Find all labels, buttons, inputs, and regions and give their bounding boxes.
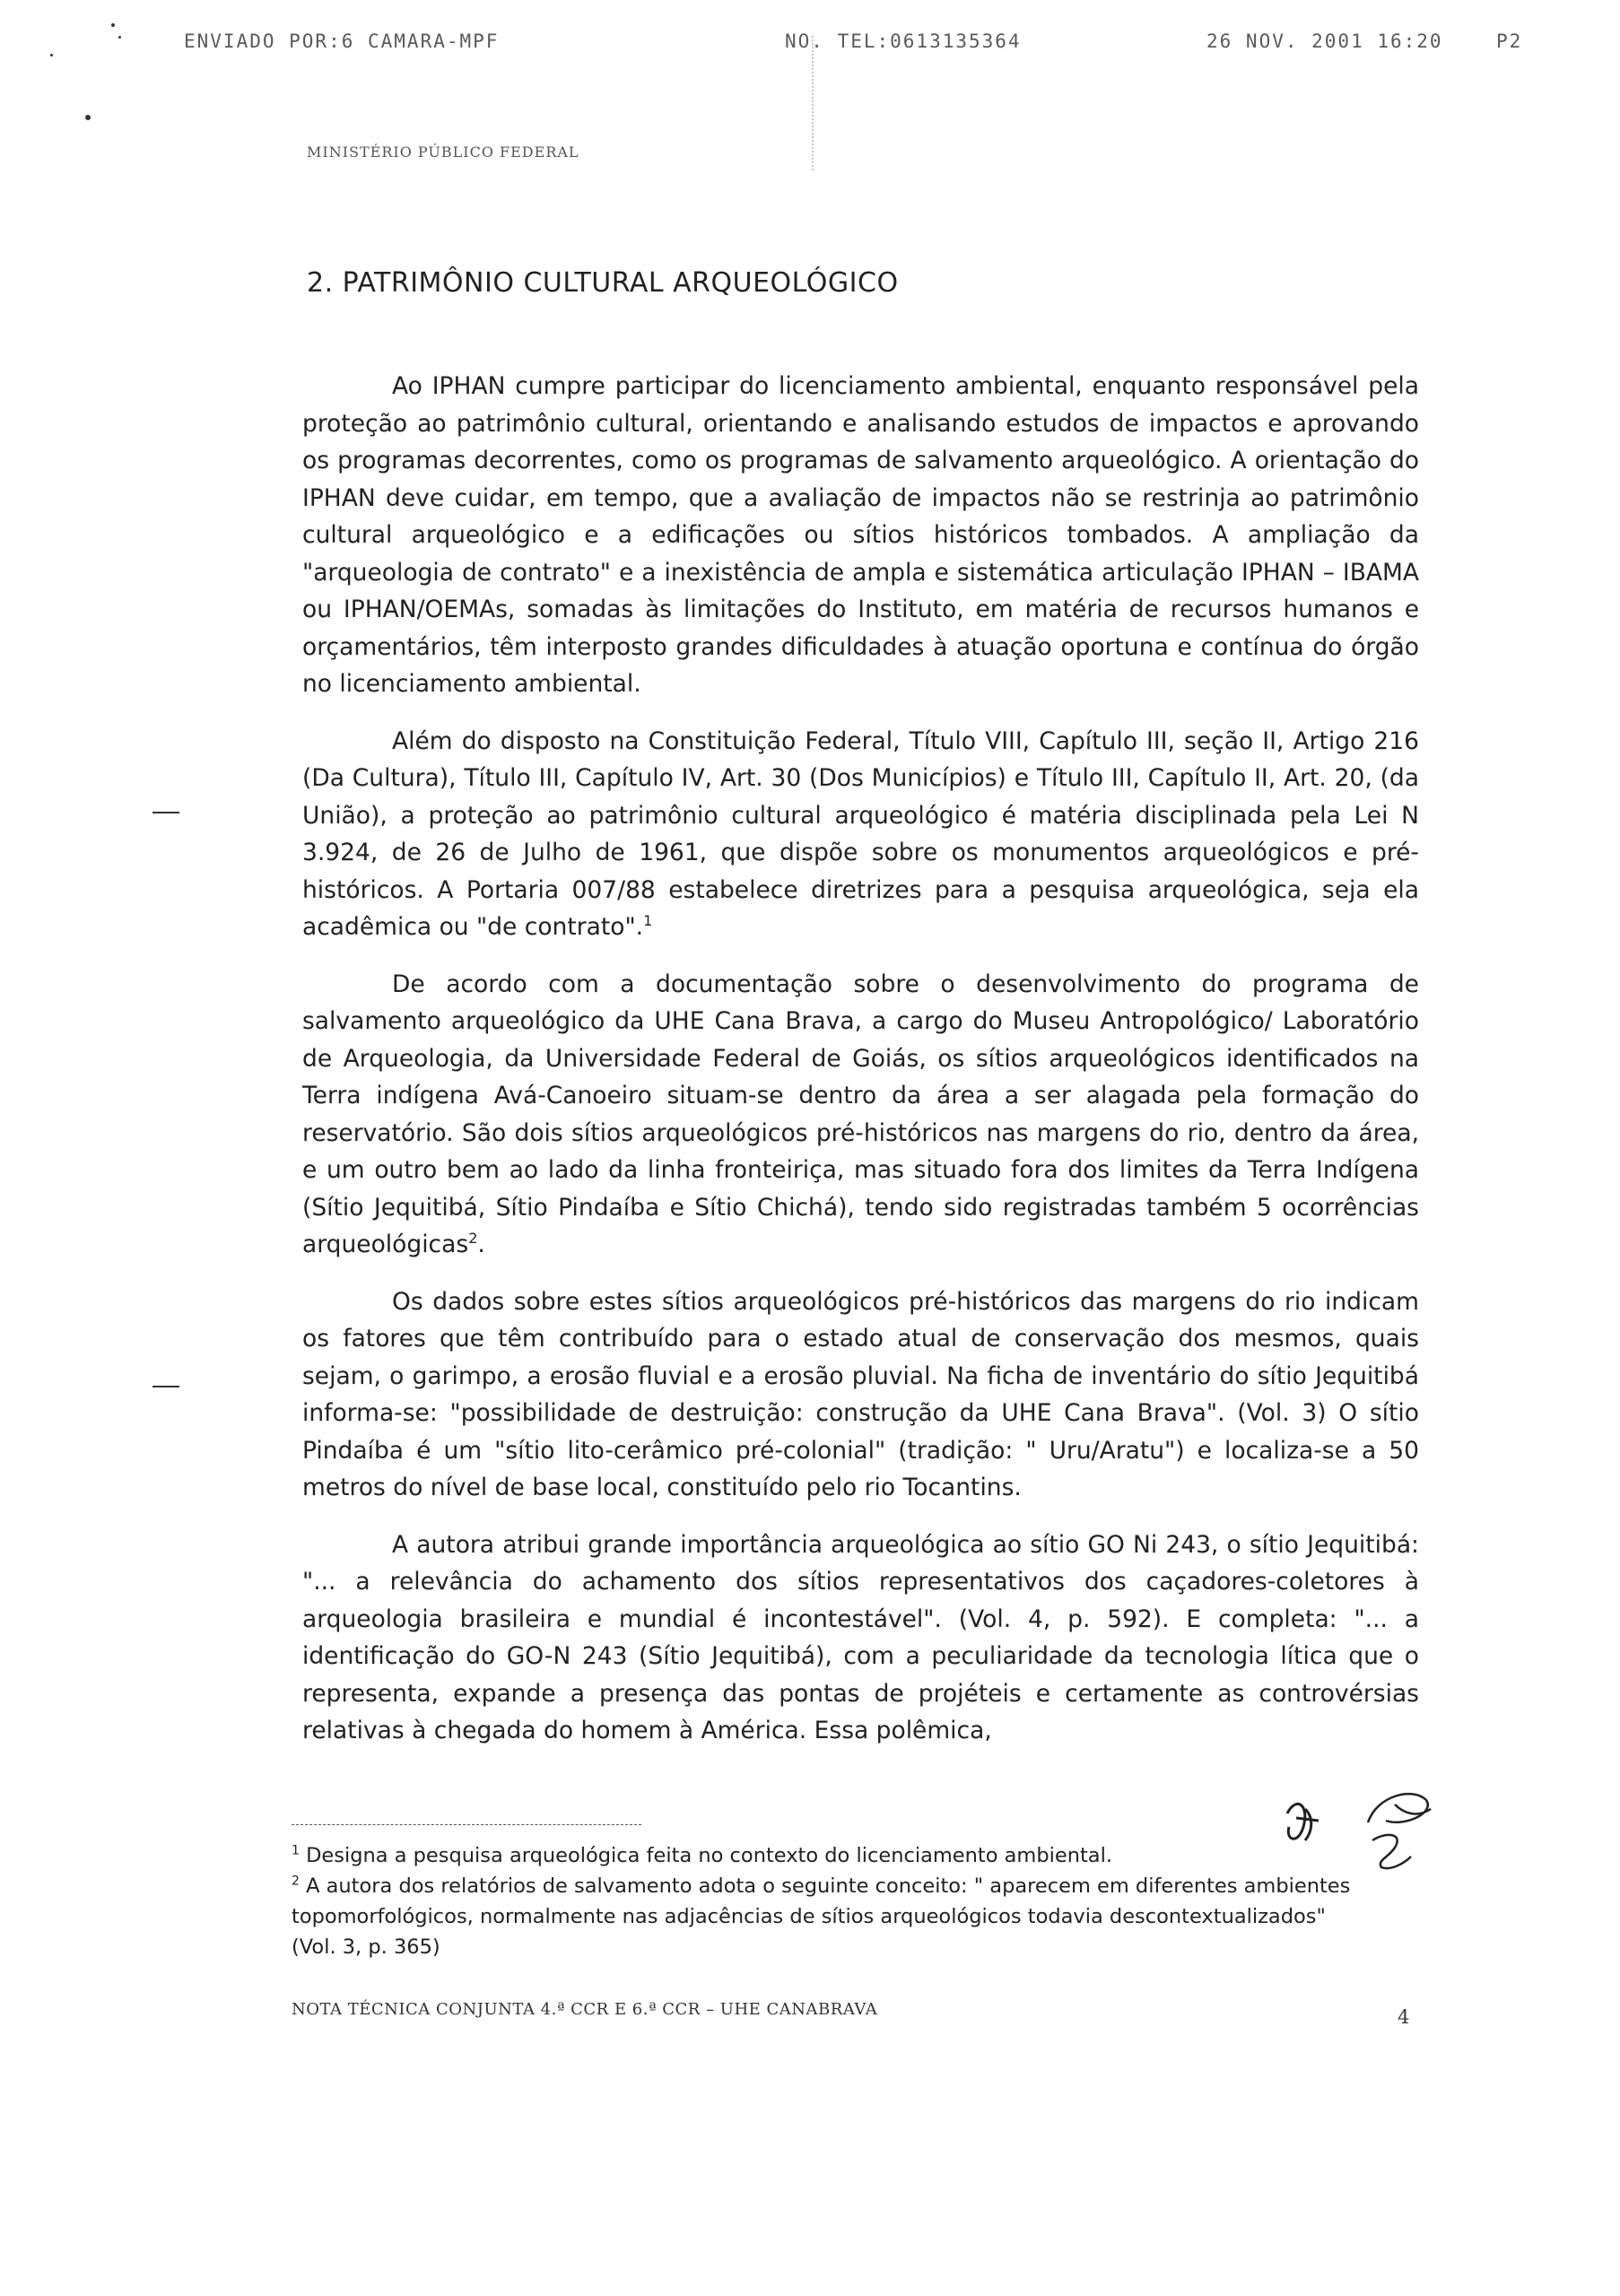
paragraph-end: . [477,1231,485,1258]
page-number: 4 [1398,2006,1410,2028]
fax-date: 26 NOV. 2001 16:20 [1206,30,1443,52]
footnote-ref: 1 [643,912,653,930]
paragraph-text: A autora atribui grande importância arqueológica ao sítio GO Ni 243, o sítio Jequitibá: "... a relevância do achamento dos sítios representativos dos caçadores-coletores à arqueologia brasileira e mundial é incontestável". (Vol. 4, p. 592). E completa: "... a identificação do GO-N 243 (Sítio Jequitibá), com a peculiaridade da tecnologia lítica que o representa, expande a presença das pontas de projéteis e certamente as controvérsias relativas à chegada do homem à América. Essa polêmica, [302,1530,1419,1744]
letterhead: MINISTÉRIO PÚBLICO FEDERAL [307,144,579,161]
fax-header [0,30,1620,66]
body-text [302,368,1419,1770]
margin-mark [152,812,179,813]
speck [85,115,91,120]
paragraph-salvage-program [302,966,1419,1264]
paragraph-text: Além do disposto na Constituição Federal, Título VIII, Capítulo III, seção II, Artigo 216 (Da Cultura), Título III, Capítulo IV, Art. 30 (Dos Municípios) e Título III, Capítulo II, Art. 20, (da União), a proteção ao patrimônio cultural arqueológico é matéria disciplinada pela Lei N 3.924, de 26 de Julho de 1961, que dispõe sobre os monumentos arqueológicos e pré-históricos. A Portaria 007/88 estabelece diretrizes para a pesquisa arqueológica, seja ela acadêmica ou "de contrato". [302,726,1419,941]
fax-sender: ENVIADO POR:6 CAMARA-MPF [184,30,500,52]
document-footer: NOTA TÉCNICA CONJUNTA 4.ª CCR E 6.ª CCR – UHE CANABRAVA [292,2000,878,2019]
section-title: 2. PATRIMÔNIO CULTURAL ARQUEOLÓGICO [307,267,899,299]
paragraph-text: De acordo com a documentação sobre o desenvolvimento do programa de salvamento arqueológico da UHE Cana Brava, a cargo do Museu Antropológico/ Laboratório de Arqueologia, da Universidade Federal de Goiás, os sítios arqueológicos identificados na Terra indígena Avá-Canoeiro situam-se dentro da área a ser alagada pela formação do reservatório. São dois sítios arqueológicos pré-históricos nas margens do rio, dentro da área, e um outro bem ao lado da linha fronteiriça, mas situado fora dos limites da Terra Indígena (Sítio Jequitibá, Sítio Pindaíba e Sítio Chichá), tendo sido registradas também 5 ocorrências arqueológicas [302,970,1419,1258]
footnote [292,1840,1368,1871]
paragraph-site-data [302,1283,1419,1507]
paragraph-iphan [302,368,1419,703]
footnote [292,1871,1368,1962]
footnote-separator [292,1824,641,1825]
footnotes [292,1840,1368,1962]
fax-page: P2 [1496,30,1523,52]
fold-line [812,36,814,170]
speck [111,23,115,27]
paragraph-text: Os dados sobre estes sítios arqueológicos pré-históricos das margens do rio indicam os fatores que têm contribuído para o estado atual de conservação dos mesmos, quais sejam, o garimpo, a erosão fluvial e a erosão pluvial. Na ficha de inventário do sítio Jequitibá informa-se: "possibilidade de destruição: construção da UHE Cana Brava". (Vol. 3) O sítio Pindaíba é um "sítio lito-cerâmico pré-colonial" (tradição: " Uru/Aratu") e localiza-se a 50 metros do nível de base local, constituído pelo rio Tocantins. [302,1287,1419,1501]
margin-mark [152,1386,179,1387]
speck [118,36,121,39]
paragraph-text: Ao IPHAN cumpre participar do licenciamento ambiental, enquanto responsável pela proteção ao patrimônio cultural, orientando e analisando estudos de impactos e aprovando os programas decorrentes, como os programas de salvamento arqueológico. A orientação do IPHAN deve cuidar, em tempo, que a avaliação de impactos não se restrinja ao patrimônio cultural arqueológico e a edificações ou sítios históricos tombados. A ampliação da "arqueologia de contrato" e a inexistência de ampla e sistemática articulação IPHAN – IBAMA ou IPHAN/OEMAs, somadas às limitações do Instituto, em matéria de recursos humanos e orçamentários, têm interposto grandes dificuldades à atuação oportuna e contínua do órgão no licenciamento ambiental. [302,372,1419,698]
paragraph-jequitiba [302,1526,1419,1750]
fax-phone: NO. TEL:0613135364 [785,30,1022,52]
footnote-marker: 1 [292,1843,300,1858]
speck [50,54,53,57]
paragraph-legislation [302,723,1419,946]
footnote-text: Designa a pesquisa arqueológica feita no contexto do licenciamento ambiental. [306,1844,1112,1867]
footnote-text: A autora dos relatórios de salvamento adota o seguinte conceito: " aparecem em diferentes ambientes topomorfológicos, normalmente nas adjacências de sítios arqueológicos todavia descontextualizados" (Vol. 3, p. 365) [292,1874,1351,1959]
footnote-ref: 2 [468,1230,478,1248]
footnote-marker: 2 [292,1874,300,1889]
